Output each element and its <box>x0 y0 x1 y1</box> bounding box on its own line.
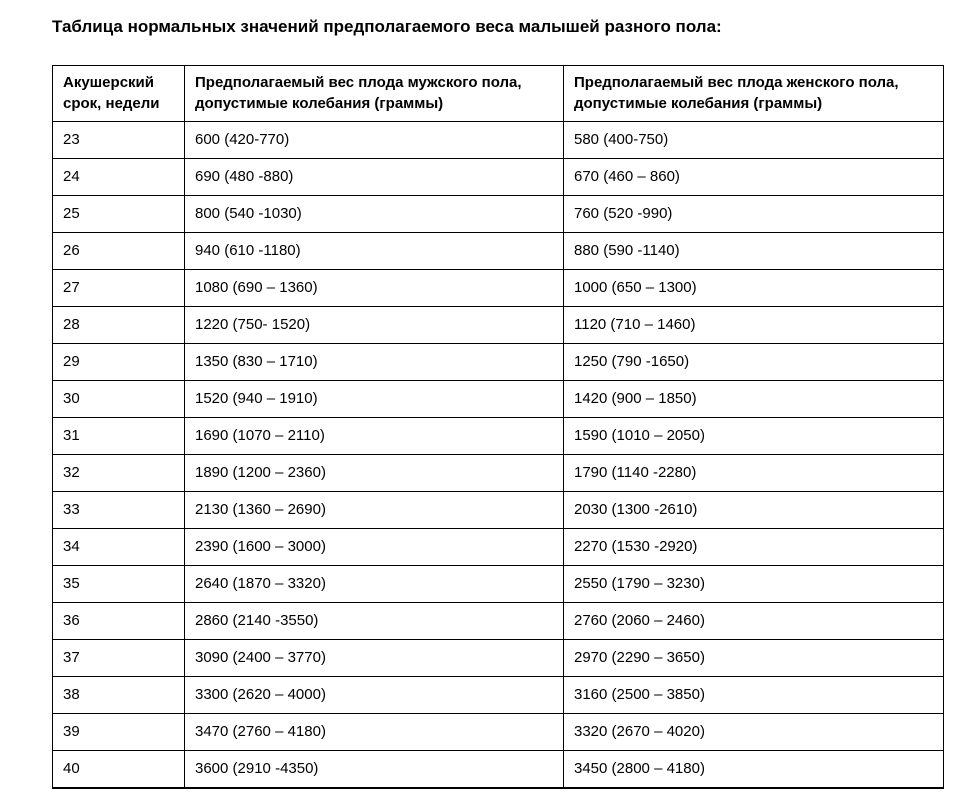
female-weight-cell: 3320 (2670 – 4020) <box>564 714 944 751</box>
table-row <box>53 529 944 566</box>
table-row <box>53 307 944 344</box>
male-weight-cell: 1890 (1200 – 2360) <box>185 455 564 492</box>
fetal-weight-table <box>52 65 944 789</box>
male-weight-cell: 2640 (1870 – 3320) <box>185 566 564 603</box>
header-male-weight: Предполагаемый вес плода мужского пола, допустимые колебания (граммы) <box>185 66 564 122</box>
table-header <box>53 66 944 122</box>
header-female-weight: Предполагаемый вес плода женского пола, допустимые колебания (граммы) <box>564 66 944 122</box>
female-weight-cell: 3160 (2500 – 3850) <box>564 677 944 714</box>
male-weight-cell: 3090 (2400 – 3770) <box>185 640 564 677</box>
male-weight-cell: 1220 (750- 1520) <box>185 307 564 344</box>
male-weight-cell: 2860 (2140 -3550) <box>185 603 564 640</box>
week-cell: 34 <box>53 529 185 566</box>
table-row <box>53 640 944 677</box>
table-row <box>53 418 944 455</box>
male-weight-cell: 3600 (2910 -4350) <box>185 751 564 788</box>
female-weight-cell: 670 (460 – 860) <box>564 159 944 196</box>
female-weight-cell: 1250 (790 -1650) <box>564 344 944 381</box>
week-cell: 25 <box>53 196 185 233</box>
female-weight-cell: 3450 (2800 – 4180) <box>564 751 944 788</box>
week-cell: 23 <box>53 122 185 159</box>
female-weight-cell: 2760 (2060 – 2460) <box>564 603 944 640</box>
female-weight-cell: 1120 (710 – 1460) <box>564 307 944 344</box>
week-cell: 26 <box>53 233 185 270</box>
header-week: Акушерский срок, недели <box>53 66 185 122</box>
female-weight-cell: 1590 (1010 – 2050) <box>564 418 944 455</box>
table-row <box>53 455 944 492</box>
table-row <box>53 196 944 233</box>
female-weight-cell: 2030 (1300 -2610) <box>564 492 944 529</box>
female-weight-cell: 580 (400-750) <box>564 122 944 159</box>
male-weight-cell: 1350 (830 – 1710) <box>185 344 564 381</box>
male-weight-cell: 2130 (1360 – 2690) <box>185 492 564 529</box>
week-cell: 33 <box>53 492 185 529</box>
table-row <box>53 344 944 381</box>
page-title: Таблица нормальных значений предполагаемого веса малышей разного пола: <box>52 17 722 36</box>
table-row <box>53 677 944 714</box>
week-cell: 31 <box>53 418 185 455</box>
week-cell: 32 <box>53 455 185 492</box>
week-cell: 35 <box>53 566 185 603</box>
header-row <box>53 66 944 122</box>
female-weight-cell: 1790 (1140 -2280) <box>564 455 944 492</box>
female-weight-cell: 2970 (2290 – 3650) <box>564 640 944 677</box>
male-weight-cell: 2390 (1600 – 3000) <box>185 529 564 566</box>
male-weight-cell: 1520 (940 – 1910) <box>185 381 564 418</box>
male-weight-cell: 3470 (2760 – 4180) <box>185 714 564 751</box>
table-row <box>53 122 944 159</box>
male-weight-cell: 800 (540 -1030) <box>185 196 564 233</box>
male-weight-cell: 3300 (2620 – 4000) <box>185 677 564 714</box>
week-cell: 40 <box>53 751 185 788</box>
table-row <box>53 566 944 603</box>
female-weight-cell: 760 (520 -990) <box>564 196 944 233</box>
week-cell: 37 <box>53 640 185 677</box>
table-row <box>53 270 944 307</box>
female-weight-cell: 880 (590 -1140) <box>564 233 944 270</box>
table-row <box>53 603 944 640</box>
table-row <box>53 714 944 751</box>
table-row <box>53 233 944 270</box>
male-weight-cell: 940 (610 -1180) <box>185 233 564 270</box>
female-weight-cell: 1420 (900 – 1850) <box>564 381 944 418</box>
table-body <box>53 122 944 788</box>
female-weight-cell: 1000 (650 – 1300) <box>564 270 944 307</box>
table-row <box>53 381 944 418</box>
week-cell: 36 <box>53 603 185 640</box>
table-row <box>53 159 944 196</box>
week-cell: 38 <box>53 677 185 714</box>
week-cell: 39 <box>53 714 185 751</box>
female-weight-cell: 2550 (1790 – 3230) <box>564 566 944 603</box>
week-cell: 29 <box>53 344 185 381</box>
week-cell: 28 <box>53 307 185 344</box>
table-row <box>53 492 944 529</box>
male-weight-cell: 690 (480 -880) <box>185 159 564 196</box>
female-weight-cell: 2270 (1530 -2920) <box>564 529 944 566</box>
week-cell: 30 <box>53 381 185 418</box>
male-weight-cell: 1080 (690 – 1360) <box>185 270 564 307</box>
week-cell: 24 <box>53 159 185 196</box>
male-weight-cell: 600 (420-770) <box>185 122 564 159</box>
table-row <box>53 751 944 788</box>
male-weight-cell: 1690 (1070 – 2110) <box>185 418 564 455</box>
week-cell: 27 <box>53 270 185 307</box>
